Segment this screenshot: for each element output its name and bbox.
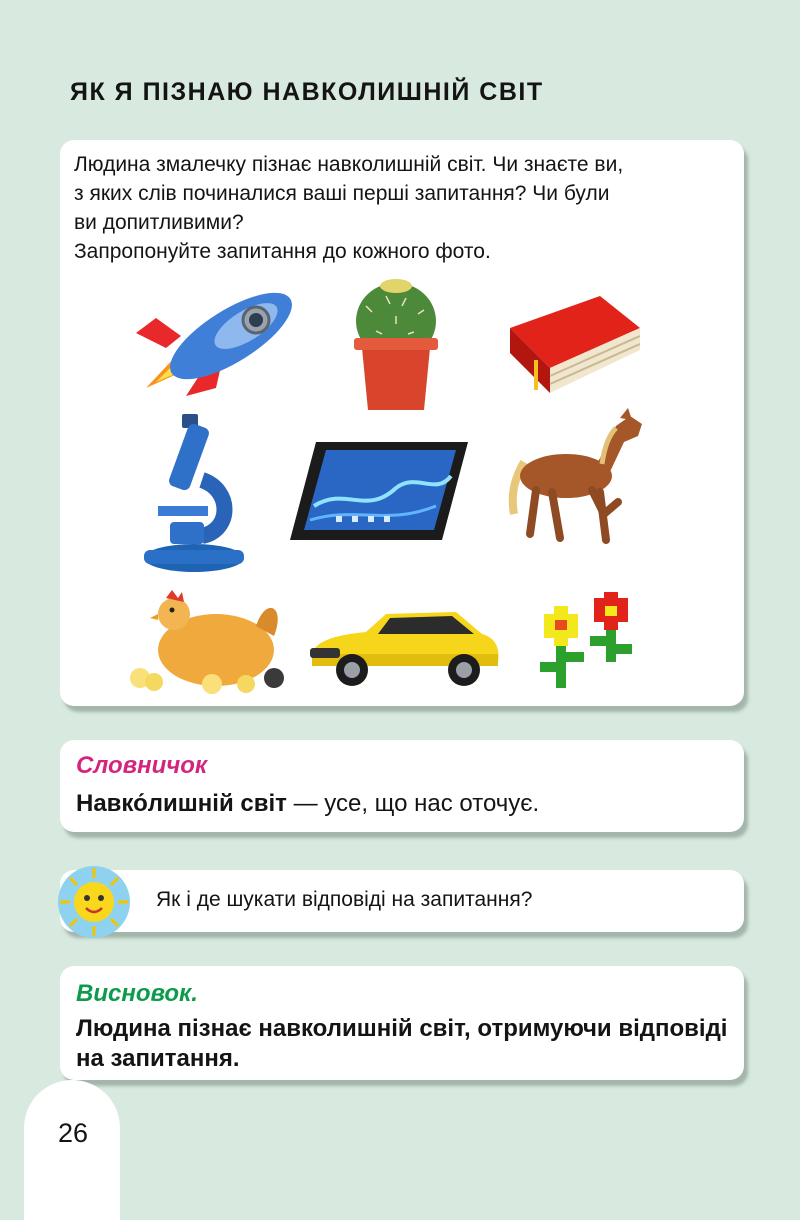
glossary-entry [76, 790, 539, 818]
page-number: 26 [58, 1118, 89, 1148]
question-card [60, 870, 744, 932]
intro-line: ви допитливими? [74, 211, 244, 234]
conclusion-heading: Висновок. [76, 980, 198, 1007]
conclusion-card [60, 966, 744, 1080]
question-text: Як і де шукати відповіді на запитання? [156, 888, 533, 911]
glossary-heading: Словничок [76, 752, 208, 779]
intro-card [60, 140, 744, 706]
intro-line: з яких слів починалися ваші перші запитання? Чи були [74, 182, 610, 205]
page-number-tab [24, 1080, 120, 1220]
sun-icon [56, 864, 132, 940]
intro-line: Людина змалечку пізнає навколишній світ. Чи знаєте ви, [74, 153, 624, 176]
intro-text [74, 150, 734, 266]
glossary-term: Навко́лишній світ [76, 790, 287, 817]
intro-line: Запропонуйте запитання до кожного фото. [74, 240, 491, 263]
glossary-card [60, 740, 744, 832]
page-title: ЯК Я ПІЗНАЮ НАВКОЛИШНІЙ СВІТ [70, 78, 544, 106]
conclusion-text: Людина пізнає навколишній світ, отримуючи відповіді на запитання. [76, 1015, 728, 1072]
glossary-definition: — усе, що нас оточує. [286, 790, 540, 817]
